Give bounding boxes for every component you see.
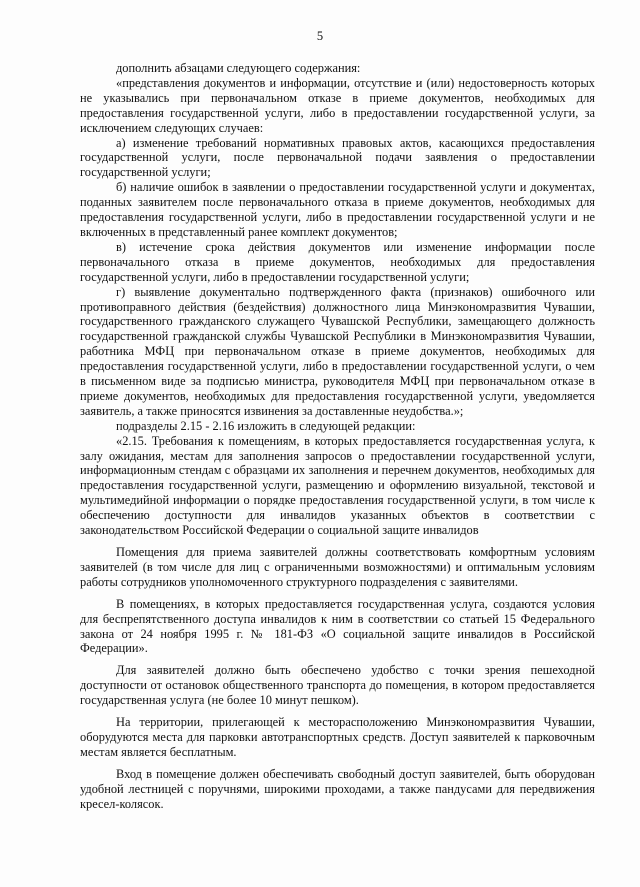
paragraph-parking: На территории, прилегающей к месторасположению Минэкономразвития Чувашии, оборудуются места для парковки автотранспортных средств. Доступ заявителей к парковочным местам является бесплатным. <box>80 715 595 759</box>
paragraph-2-15-requirements: «2.15. Требования к помещениям, в которых предоставляется государственная услуга, к залу ожидания, местам для заполнения запросов о предоставлении государственной услуги, информационным стендам с образцами их заполнения и перечнем документов, необходимых для предоставления государственной услуги, размещению и оформлению визуальной, текстовой и мультимедийной информации о порядке предоставления государственной услуги, в том числе к обеспечению доступности для инвалидов указанных объектов в соответствии с законодательством Российской Федерации о социальной защите инвалидов <box>80 433 595 538</box>
document-body <box>80 61 595 812</box>
paragraph-documents-info: «представления документов и информации, отсутствие и (или) недостоверность которых не указывались при первоначальном отказе в приеме документов, необходимых для предоставления государственной услуги, либо в предоставлении государственной услуги, за исключением следующих случаев: <box>80 75 595 135</box>
paragraph-intro: дополнить абзацами следующего содержания: <box>116 61 361 75</box>
paragraph-premises-conditions: Помещения для приема заявителей должны соответствовать комфортным условиям заявителей (в том числе для лиц с ограниченными возможностями) и оптимальным условиям работы сотрудников уполномоченного структурного подразделения с заявителями. <box>80 545 595 589</box>
paragraph-entrance: Вход в помещение должен обеспечивать свободный доступ заявителей, быть оборудован удобной лестницей с поручнями, широкими проходами, а также пандусами для передвижения кресел-колясок. <box>80 766 595 811</box>
paragraph-pedestrian-access: Для заявителей должно быть обеспечено удобство с точки зрения пешеходной доступности от остановок общественного транспорта до помещения, в котором предоставляется государственная услуга (не более 10 минут пешком). <box>80 663 595 708</box>
paragraph-case-b: б) наличие ошибок в заявлении о предоставлении государственной услуги и документах, поданных заявителем после первоначального отказа в приеме документов, необходимых для предоставления государственной услуги, либо в предоставлении государственной услуги и не включенных в представленный ранее комплект документов; <box>80 180 595 239</box>
paragraph-case-v: в) истечение срока действия документов или изменение информации после первоначального отказа в приеме документов, необходимых для предоставления государственной услуги, либо в предоставлении государственной услуги; <box>80 239 595 284</box>
paragraph-case-a: а) изменение требований нормативных правовых актов, касающихся предоставления государственной услуги, после первоначальной подачи заявления о предоставлении государственной услуги; <box>80 135 595 180</box>
paragraph-subsections-2-15-2-16: подразделы 2.15 - 2.16 изложить в следующей редакции: <box>116 418 416 433</box>
paragraph-case-g: г) выявление документально подтвержденного факта (признаков) ошибочного или противоправного действия (бездействия) должностного лица Минэкономразвития Чувашии, государственного гражданского служащего Чувашской Республики, замещающего должность государственной гражданской службы Чувашской Республики в Минэкономразвития Чувашии, работника МФЦ при первоначальном отказе в приеме документов, необходимых для предоставления государственной услуги, либо в предоставлении государственной услуги, о чем в письменном виде за подписью министра, руководителя МФЦ при первоначальном отказе в приеме документов, необходимых для предоставления государственной услуги, уведомляется заявитель, а также приносятся извинения за доставленные неудобства.»; <box>80 284 595 418</box>
page-number: 5 <box>316 29 324 43</box>
paragraph-disabled-access: В помещениях, в которых предоставляется государственная услуга, создаются условия для беспрепятственного доступа инвалидов к ним в соответствии со статьей 15 Федерального закона от 24 ноября 1995 г. № 181-ФЗ «О социальной защите инвалидов в Российской Федерации». <box>80 596 595 656</box>
